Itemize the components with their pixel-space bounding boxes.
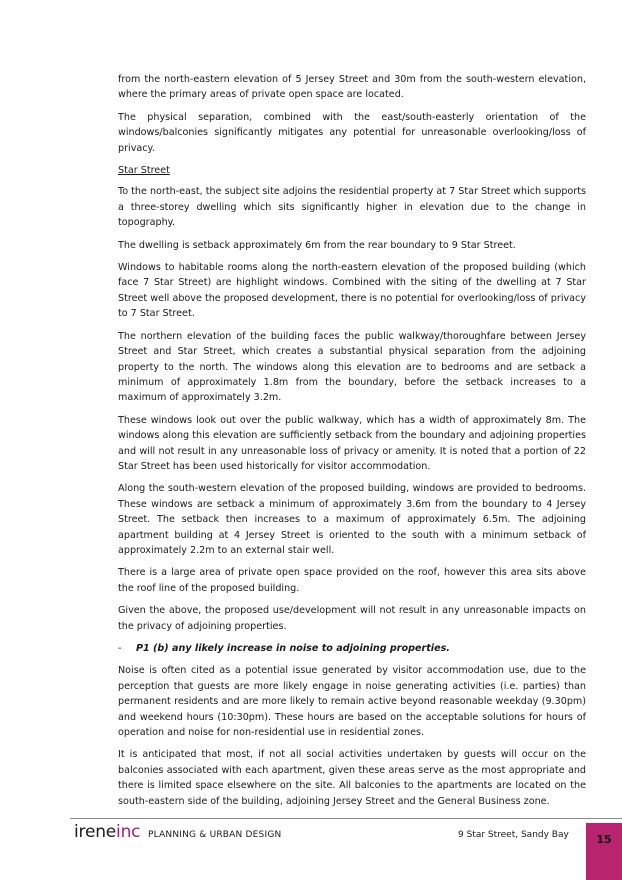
section-heading-star-street: Star Street <box>118 165 170 177</box>
paragraph: Windows to habitable rooms along the north-eastern elevation of the proposed building (which face 7 Star Street) are highlight windows. Combined with the siting of the dwelling at 7 Star Street well above the proposed development, there is no potential for overlooking/loss of privacy to 7 Star Street. <box>118 262 586 320</box>
paragraph: Given the above, the proposed use/development will not result in any unreasonable impacts on the privacy of adjoining properties. <box>118 605 586 632</box>
paragraph: To the north-east, the subject site adjoins the residential property at 7 Star Street which supports a three-storey dwelling which sits significantly higher in elevation due to the change in topography. <box>118 186 586 229</box>
criterion-bullet <box>118 641 586 656</box>
paragraph: Along the south-western elevation of the proposed building, windows are provided to bedrooms. These windows are setback a minimum of approximately 3.6m from the boundary to 4 Jersey Street. The setback then increases to a maximum of approximately 6.5m. The adjoining apartment building at 4 Jersey Street is oriented to the south with a minimum setback of approximately 2.2m to an external stair well. <box>118 483 586 556</box>
page-footer <box>0 819 622 880</box>
paragraph: It is anticipated that most, if not all social activities undertaken by guests will occur on the balconies associated with each apartment, given these areas serve as the most appropriate and there is limited space elsewhere on the site. All balconies to the apartments are located on the south-eastern side of the building, adjoining Jersey Street and the General Business zone. <box>118 749 586 807</box>
paragraph: The dwelling is setback approximately 6m from the rear boundary to 9 Star Street. <box>118 239 516 251</box>
brand-name: irene <box>74 822 117 842</box>
bullet-dash: - <box>118 643 122 654</box>
document-body <box>118 72 586 816</box>
paragraph: The physical separation, combined with the east/south-easterly orientation of the windows/balconies significantly mitigates any potential for unreasonable overlooking/loss of privacy. <box>118 111 586 154</box>
page-number-box <box>586 823 622 880</box>
paragraph: from the north-eastern elevation of 5 Jersey Street and 30m from the south-western elevation, where the primary areas of private open space are located. <box>118 74 586 101</box>
paragraph: There is a large area of private open space provided on the roof, however this area sits above the roof line of the proposed building. <box>118 567 586 594</box>
brand-tagline: PLANNING & URBAN DESIGN <box>148 830 282 840</box>
site-address: 9 Star Street, Sandy Bay <box>458 830 569 840</box>
brand-logo <box>74 822 140 842</box>
paragraph: These windows look out over the public walkway, which has a width of approximately 8m. The windows along this elevation are sufficiently setback from the boundary and adjoining properties and will not result in any unreasonable loss of privacy or amenity. It is noted that a portion of 22 Star Street has been used historically for visitor accommodation. <box>118 414 586 472</box>
paragraph: Noise is often cited as a potential issue generated by visitor accommodation use, due to the perception that guests are more likely engage in noise generating activities (i.e. parties) than permanent residents and are more likely to remain active beyond reasonable weekday (9.30pm) and weekend hours (10:30pm). These hours are based on the acceptable solutions for hours of operation and noise for non-residential use in residential zones. <box>118 665 586 739</box>
criterion-text: P1 (b) any likely increase in noise to adjoining properties. <box>136 643 450 654</box>
page-number: 15 <box>596 833 612 846</box>
paragraph: The northern elevation of the building faces the public walkway/thoroughfare between Jersey Street and Star Street, which creates a substantial physical separation from the adjoining property to the north. The windows along this elevation are to bedrooms and are setback a minimum of approximately 1.8m from the boundary, before the setback increases to a maximum of approximately 3.2m. <box>118 330 586 404</box>
brand-suffix: inc <box>116 822 141 842</box>
